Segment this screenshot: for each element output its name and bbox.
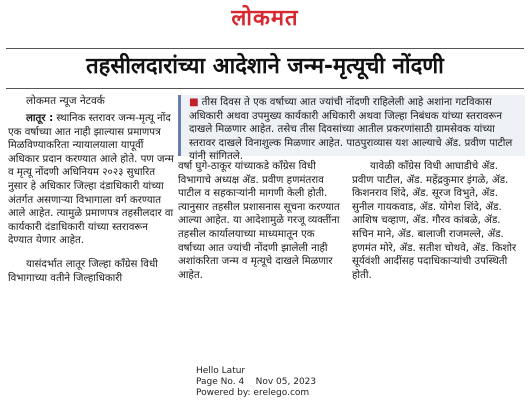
headline-top-rule — [6, 48, 524, 49]
article-byline: लोकमत न्यूज नेटवर्क — [26, 95, 105, 107]
article-column-1 — [8, 112, 174, 285]
column-1-paragraph-1: स्थानिक स्तरावर जन्म-मृत्यू नोंद एक वर्षाच्या आत नाही झाल्यास प्रमाणपत्र मिळविण्याकरिता न्यायालयाला यापूर्वी अधिकार प्रदान करण्यात आले होते. पण जन्म व मृत्यू नोंदणी अधिनियम २०२३ सुधारित नुसार हे अधिकार जिल्हा दंडाधिकारी यांच्या अंतर्गत असणाऱ्या विभागाला वर्ग करण्यात आले आहेत. त्यामुळे प्रमाणपत्र तहसीलदार वा कार्यकारी दंडाधिकारी यांच्या स्तरावरून देण्यात येणार आहेत. — [8, 113, 174, 247]
newspaper-masthead: लोकमत — [231, 6, 299, 31]
footer-edition: Hello Latur — [196, 366, 246, 376]
highlight-box — [178, 95, 525, 163]
footer-powered-by: Powered by: erelego.com — [196, 388, 310, 398]
bullet-marker: ■ — [189, 97, 199, 108]
article-column-3 — [352, 160, 522, 282]
highlight-text: तीस दिवस ते एक वर्षाच्या आत ज्यांची नोंदणी राहिलेली आहे अशांना गटविकास अधिकारी अथवा उपमुख्य कार्यकारी अधिकारी अथवा जिल्हा निबंधक यांच्या स्तरावरून दाखले मिळणार आहेत. तसेच तीस दिवसांच्या आतील प्रकरणांसाठी ग्रामसेवक यांच्या स्तरावर दाखले विनाशुल्क मिळणार आहेत. पाठपुराव्यास यश आल्याचे ॲड. प्रवीण पाटील यांनी सांगितले. — [189, 97, 513, 163]
footer-page-date: Page No. 4 Nov 05, 2023 — [196, 377, 317, 387]
column-1-paragraph-2: यासंदर्भात लातूर जिल्हा काँग्रेस विधी विभागाच्या वतीने जिल्हाधिकारी — [8, 258, 158, 284]
page-footer — [196, 366, 316, 399]
column-2-paragraph: वर्षा घुगे-ठाकूर यांच्याकडे काँग्रेस विधी विभागाचे अध्यक्ष ॲड. प्रवीण हणमंतराव पाटील व सहकाऱ्यांनी मागणी केली होती. त्यानुसार तहसील प्रशासनास सूचना करण्यात आल्या आहेत. या आदेशामुळे गरजू व्यक्तींना तहसील कार्यालयाच्या माध्यमातून एक वर्षाच्या आत ज्यांची नोंदणी झालेली नाही अशांकरिता जन्म व मृत्यूचे दाखले मिळणार आहेत. — [178, 161, 340, 281]
highlight-text-block — [189, 96, 523, 164]
headline-bottom-rule — [6, 88, 524, 89]
article-headline: तहसीलदारांच्या आदेशाने जन्म-मृत्यूची नोंदणी — [86, 54, 444, 79]
column-3-paragraph: यावेळी काँग्रेस विधी आघाडीचे ॲड. प्रवीण पाटील, ॲड. महेंद्रकुमार इंगळे, ॲड. किशनराव शिंदे, ॲड. सूरज विभुते, ॲड. सुनील गायकवाड, ॲड. योगेश शिंदे, ॲड. आशिष चव्हाण, ॲड. गौरव कांबळे, ॲड. सचिन माने, ॲड. बालाजी राजमल्ले, ॲड. हणमंत मोरे, ॲड. सतीश चोथवे, ॲड. किशोर सूर्यवंशी आदींसह पदाधिकाऱ्यांची उपस्थिती होती. — [352, 161, 517, 281]
dateline: लातूर : — [26, 113, 54, 124]
article-column-2 — [178, 160, 340, 282]
